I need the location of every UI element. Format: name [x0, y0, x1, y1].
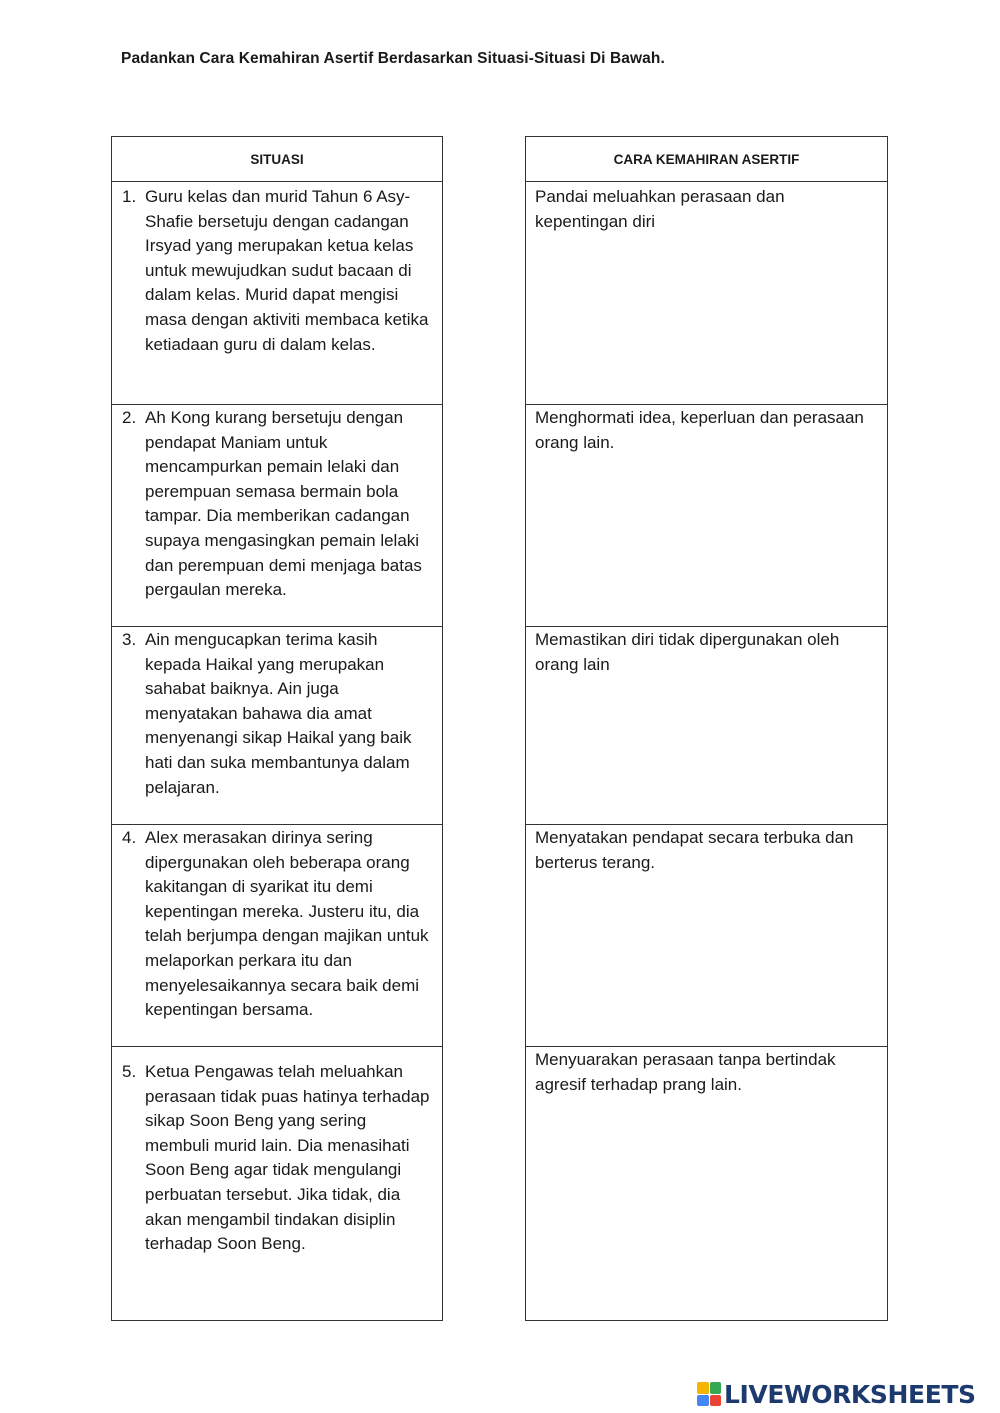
situasi-text: Alex merasakan dirinya sering dipergunakan oleh beberapa orang kakitangan di syarikat itu demi kepentingan mereka. Justeru itu, dia telah berjumpa dengan majikan untuk melaporkan perkara itu dan menyelesaikannya secara baik demi kepentingan bersama. [145, 828, 429, 1020]
situasi-table [111, 136, 443, 1321]
cara-item-2: Menghormati idea, keperluan dan perasaan orang lain. [526, 405, 887, 627]
situasi-number: 4. [122, 828, 137, 847]
cara-table [525, 136, 888, 1321]
logo-square [697, 1382, 709, 1394]
cara-item-3: Memastikan diri tidak dipergunakan oleh orang lain [526, 627, 887, 825]
situasi-item-1 [112, 182, 442, 405]
situasi-text: Ain mengucapkan terima kasih kepada Haikal yang merupakan sahabat baiknya. Ain juga menyatakan bahawa dia amat menyenangi sikap Haikal yang baik hati dan suka membantunya dalam pelajaran. [145, 630, 412, 797]
situasi-text: Guru kelas dan murid Tahun 6 Asy-Shafie bersetuju dengan cadangan Irsyad yang merupakan ketua kelas untuk mewujudkan sudut bacaan di dalam kelas. Murid dapat mengisi masa dengan aktiviti membaca ketika ketiadaan guru di dalam kelas. [145, 187, 429, 354]
liveworksheets-logo [697, 1380, 976, 1408]
situasi-text: Ketua Pengawas telah meluahkan perasaan tidak puas hatinya terhadap sikap Soon Beng yang sering membuli murid lain. Dia menasihati Soon Beng agar tidak mengulangi perbuatan tersebut. Jika tidak, dia akan mengambil tindakan disiplin terhadap Soon Beng. [145, 1062, 430, 1254]
cara-item-4: Menyatakan pendapat secara terbuka dan berterus terang. [526, 825, 887, 1047]
situasi-item-4 [112, 825, 442, 1047]
logo-square [710, 1395, 722, 1407]
cara-item-1: Pandai meluahkan perasaan dan kepentingan diri [526, 182, 887, 405]
situasi-text: Ah Kong kurang bersetuju dengan pendapat Maniam untuk mencampurkan pemain lelaki dan perempuan semasa bermain bola tampar. Dia memberikan cadangan supaya mengasingkan pemain lelaki dan perempuan demi menjaga batas pergaulan mereka. [145, 408, 422, 600]
situasi-number: 5. [122, 1062, 137, 1081]
liveworksheets-logo-text: LIVEWORKSHEETS [724, 1379, 976, 1409]
situasi-number: 3. [122, 630, 137, 649]
situasi-number: 2. [122, 408, 137, 427]
logo-square [697, 1395, 709, 1407]
situasi-item-3 [112, 627, 442, 825]
page-title: Padankan Cara Kemahiran Asertif Berdasarkan Situasi-Situasi Di Bawah. [121, 50, 665, 67]
liveworksheets-logo-icon [697, 1382, 721, 1406]
cara-item-5: Menyuarakan perasaan tanpa bertindak agresif terhadap prang lain. [535, 1050, 836, 1094]
situasi-header: SITUASI [112, 137, 442, 182]
situasi-number: 1. [122, 187, 137, 206]
cara-header: CARA KEMAHIRAN ASERTIF [526, 137, 887, 182]
situasi-item-5 [112, 1047, 442, 1320]
situasi-item-2 [112, 405, 442, 627]
logo-square [710, 1382, 722, 1394]
